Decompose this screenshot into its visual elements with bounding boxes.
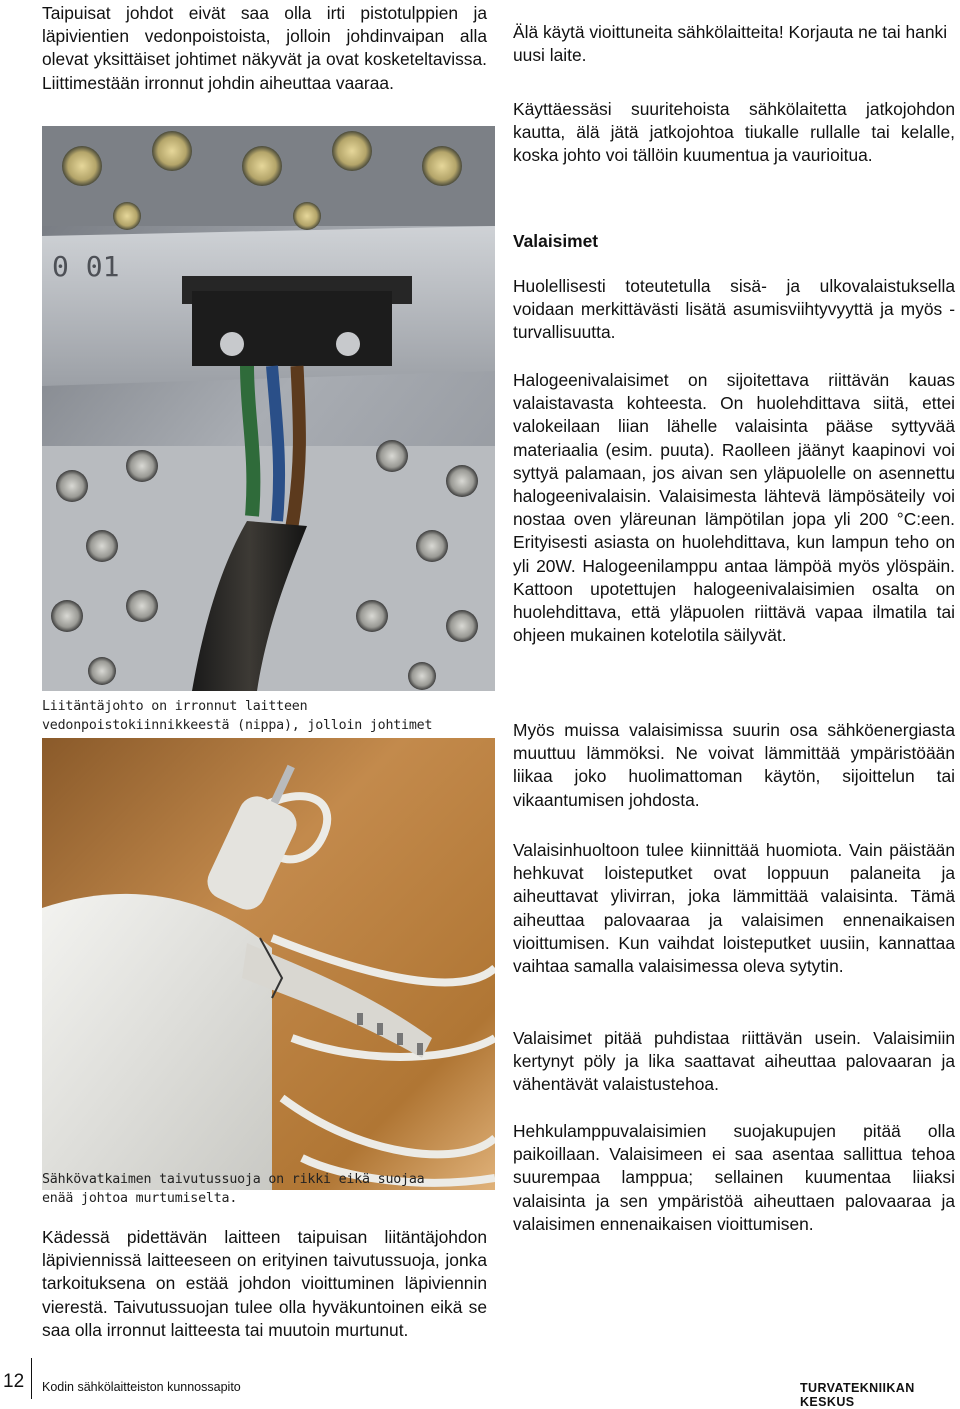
footer-divider	[31, 1358, 32, 1399]
extension-cord-paragraph: Käyttäessäsi suuritehoista sähkölaitetta jatkojohdon kautta, älä jätä jatkojohtoa tiukalle rullalle tai kelalle, koska johto voi tällöin kuumentua ja vaurioitua.	[513, 99, 955, 166]
section-heading-valaisimet: Valaisimet	[513, 231, 599, 251]
caption-broken-strain-relief: Sähkövatkaimen taivutussuoja on rikki eikä suojaa enää johtoa murtumiselta.	[42, 1172, 425, 1206]
heat-paragraph: Myös muissa valaisimissa suurin osa sähköenergiasta muuttuu lämmöksi. Ne voivat lämmittää ympäristöään liikaa joko huolimattoman käytön, sijoittelun tai vikaantumisen johdosta.	[513, 720, 955, 810]
halogen-paragraph: Halogeenivalaisimet on sijoitettava riittävän kauas valaistavasta kohteesta. On huolehdittava siitä, ettei valokeilaan liian lähelle valaisinta pääse syttyvää materiaalia (esim. puuta). Raolleen jäänyt kaapinovi voi syttyä palamaan, jos aivan sen yläpuolelle on asennettu halogeenivalaisin. Valaisimesta lähtevä lämpösäteily voi nostaa oven yläreunan lämpötilan jopa yli 200 °C:een. Erityisesti asiasta on huolehdittava, kun lampun teho on yli 20W. Halogeenilamppu antaa lämpöä myös ylöspäin. Kattoon upotettujen halogeenivalaisimien osalta on huolehdittava, että yläpuolen riittävä vapaa ilmatila tai ohjeen mukainen kotelotila säilyvät.	[513, 370, 955, 646]
intro-paragraph: Taipuisat johdot eivät saa olla irti pistotulppien ja läpivientien vedonpoistoista, jolloin johdinvaipan alla olevat yksittäiset johtimet näkyvät ja ovat kosketeltavissa. Liittimestään irronnut johdin aiheuttaa vaaraa.	[42, 3, 487, 93]
publication-title: Kodin sähkölaitteiston kunnossapito	[42, 1380, 241, 1394]
photo-broken-strain-relief	[42, 738, 495, 1190]
photo-detached-cable	[42, 126, 495, 691]
cleaning-paragraph: Valaisimet pitää puhdistaa riittävän usein. Valaisimiin kertynyt pöly ja lika saattavat aiheuttaa palovaaran ja vähentävät valaistustehoa.	[513, 1028, 955, 1095]
lighting-intro-paragraph: Huolellisesti toteutetulla sisä- ja ulkovalaistuksella voidaan merkittävästi lisätä asumisviihtyvyyttä ja myös -turvallisuutta.	[513, 276, 955, 343]
bottom-paragraph: Kädessä pidettävän laitteen taipuisan liitäntäjohdon läpiviennissä laitteeseen on erityinen taivutussuoja, jonka tarkoituksena on estää johdon vioittuminen läpiviennin vierestä. Taivutussuojan tulee olla hyväkuntoinen eikä se saa olla irronnut laitteesta tai muutoin murtunut.	[42, 1227, 487, 1340]
maintenance-paragraph: Valaisinhuoltoon tulee kiinnittää huomiota. Vain päistään hehkuvat loisteputket ovat loppuun palaneita ja aiheuttavat ylivirran, joka lämmittää valaisinta. Tämä aiheuttaa palovaaraa ja valaisimen ennenaikaisen vioittumisen. Kun vaihdat loisteputket uusiin, kannattaa vaihtaa samalla valaisimessa oleva sytytin.	[513, 840, 955, 977]
publisher-brand: TURVATEKNIIKAN KESKUS	[800, 1381, 915, 1409]
svg-text:0 01: 0 01	[52, 250, 120, 283]
warning-paragraph: Älä käytä vioittuneita sähkölaitteita! Korjauta ne tai hanki uusi laite.	[513, 22, 948, 66]
caption-detached-cable: Liitäntäjohto on irronnut laitteen vedonpoistokiinnikkeestä (nippa), jolloin johtimet	[42, 699, 433, 733]
page-number: 12	[3, 1371, 25, 1392]
bulb-paragraph: Hehkulamppuvalaisimien suojakupujen pitää olla paikoillaan. Valaisimeen ei saa asentaa sallittua tehoa suurempaa lamppua; sellainen kuumentaa liiaksi valaisinta ja sen ympäristöä aiheuttaen palovaaraa ja valaisimen ennenaikaisen vioittumisen.	[513, 1121, 955, 1234]
